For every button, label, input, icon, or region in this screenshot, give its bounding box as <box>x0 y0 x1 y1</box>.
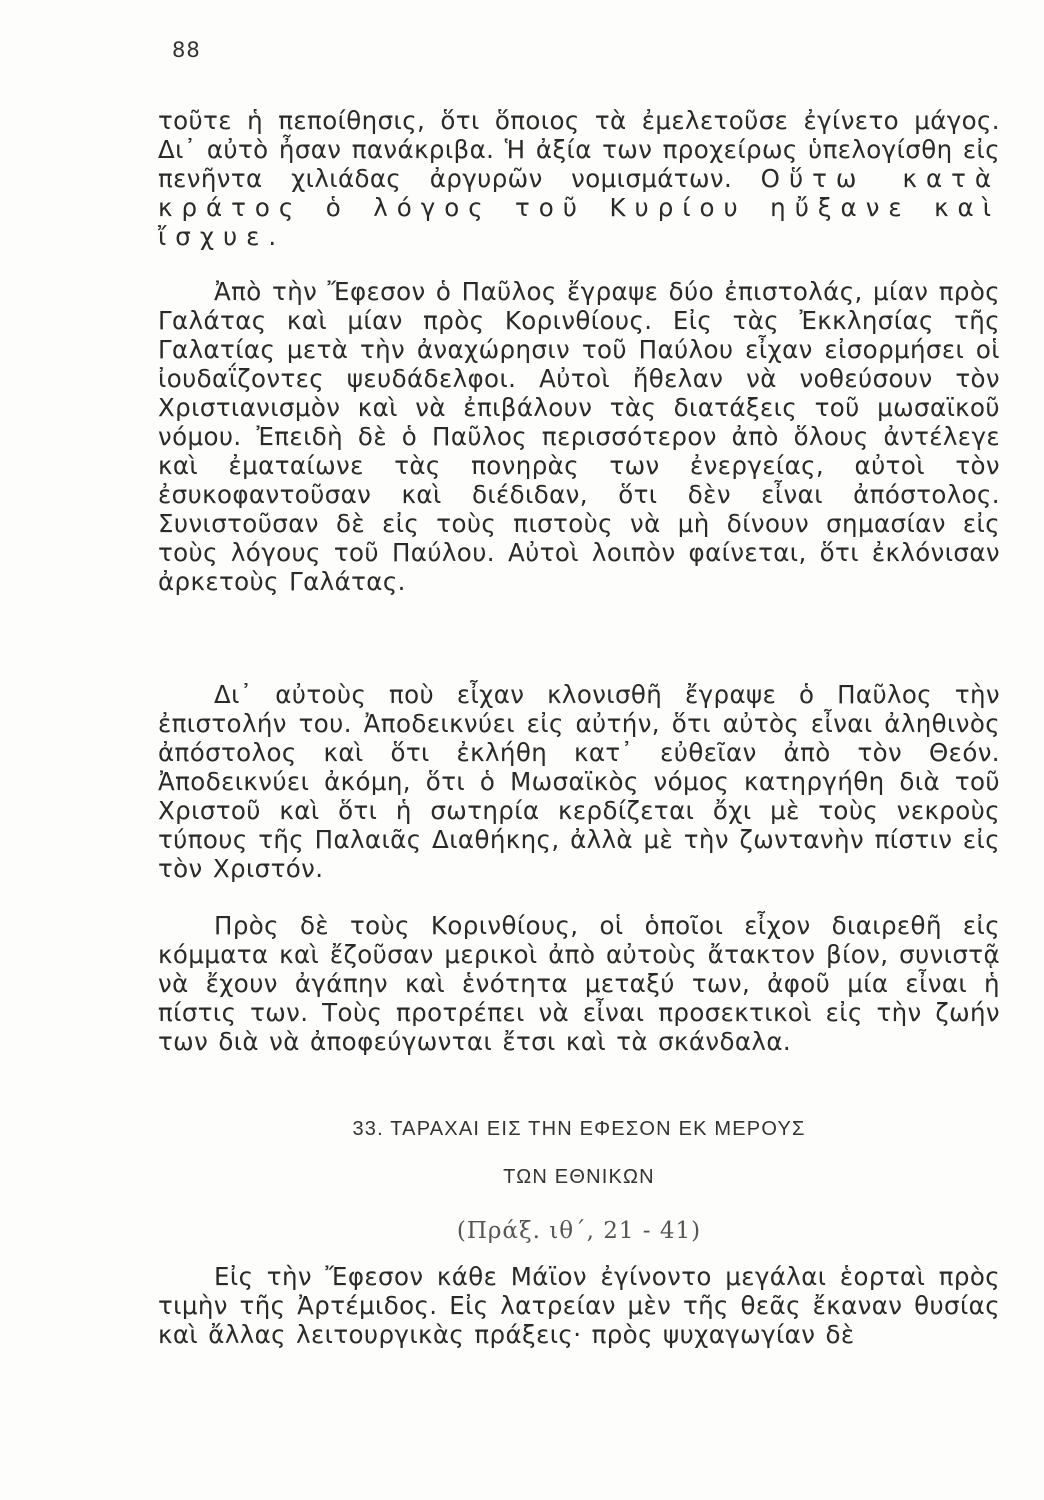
paragraph-text: Πρὸς δὲ τοὺς Κορινθίους, οἱ ὁποῖοι εἶχον διαιρεθῆ εἰς κόμματα καὶ ἔζοῦσαν μερικοὶ ἀπὸ αὐτοὺς ἄτακτον βίον, συνιστᾷ νὰ ἔχουν ἀγάπην καὶ ἑνότητα μεταξύ των, ἀφοῦ μία εἶναι ἡ πίστις των. Τοὺς προτρέπει νὰ εἶναι προσεκτικοὶ εἰς τὴν ζωήν των διὰ νὰ ἀποφεύγωνται ἔτσι καὶ τὰ σκάνδαλα. <box>158 911 1000 1056</box>
paragraph-corinthians <box>158 911 1000 1056</box>
paragraph-text: Εἰς τὴν Ἔφεσον κάθε Μάϊον ἐγίνοντο μεγάλαι ἑορταὶ πρὸς τιμὴν τῆς Ἀρτέμιδος. Εἰς λατρείαν μὲν τῆς θεᾶς ἔκαναν θυσίας καὶ ἄλλας λειτουργικὰς πράξεις· πρὸς ψυχαγωγίαν δὲ <box>158 1262 1000 1349</box>
page-number: 88 <box>172 38 201 62</box>
paragraph-galatians <box>158 277 1000 596</box>
section-heading: 33. ΤΑΡΑΧΑΙ ΕΙΣ ΤΗΝ ΕΦΕΣΟΝ ΕΚ ΜΕΡΟΥΣ <box>352 1118 806 1140</box>
paragraph-text <box>158 106 1000 251</box>
paragraph-ephesus <box>158 1262 1000 1349</box>
paragraph-epistle <box>158 680 1000 883</box>
paragraph-body: τοῦτε ἡ πεποίθησις, ὅτι ὅποιος τὰ ἐμελετοῦσε ἐγίνετο μάγος. Δι᾽ αὐτὸ ἦσαν πανάκριβα. Ἡ ἀξία των προχείρως ὑπελογίσθη εἰς πενῆντα χιλιάδας ἀργυρῶν νομισμάτων. <box>158 106 1000 193</box>
paragraph-text: Δι᾽ αὐτοὺς ποὺ εἶχαν κλονισθῆ ἔγραψε ὁ Παῦλος τὴν ἐπιστολήν του. Ἀποδεικνύει εἰς αὐτήν, ὅτι αὐτὸς εἶναι ἀληθινὸς ἀπόστολος καὶ ὅτι ἐκλήθη κατ᾽ εὐθεῖαν ἀπὸ τὸν Θεόν. Ἀποδεικνύει ἀκόμη, ὅτι ὁ Μωσαϊκὸς νόμος κατηργήθη διὰ τοῦ Χριστοῦ καὶ ὅτι ἡ σωτηρία κερδίζεται ὄχι μὲ τοὺς νεκροὺς τύπους τῆς Παλαιᾶς Διαθήκης, ἀλλὰ μὲ τὴν ζωντανὴν πίστιν εἰς τὸν Χριστόν. <box>158 680 1000 883</box>
paragraph-text: Ἀπὸ τὴν Ἔφεσον ὁ Παῦλος ἔγραψε δύο ἐπιστολάς, μίαν πρὸς Γαλάτας καὶ μίαν πρὸς Κορινθίους. Εἰς τὰς Ἐκκλησίας τῆς Γαλατίας μετὰ τὴν ἀναχώρησιν τοῦ Παύλου εἶχαν εἰσορμήσει οἱ ἰουδαΐζοντες ψευδάδελφοι. Αὐτοὶ ἤθελαν νὰ νοθεύσουν τὸν Χριστιανισμὸν καὶ νὰ ἐπιβάλουν τὰς διατάξεις τοῦ μωσαϊκοῦ νόμου. Ἐπειδὴ δὲ ὁ Παῦλος περισσότερον ἀπὸ ὅλους ἀντέλεγε καὶ ἐματαίωνε τὰς πονηρὰς των ἐνεργείας, αὐτοὶ τὸν ἐσυκοφαντοῦσαν καὶ διέδιδαν, ὅτι δὲν εἶναι ἀπόστολος. Συνιστοῦσαν δὲ εἰς τοὺς πιστοὺς νὰ μὴ δίνουν σημασίαν εἰς τοὺς λόγους τοῦ Παύλου. Αὐτοὶ λοιπὸν φαίνεται, ὅτι ἐκλόνισαν ἀρκετοὺς Γαλάτας. <box>158 277 1000 596</box>
paragraph-continuation <box>158 106 1000 251</box>
section-heading-continued: ΤΩΝ ΕΘΝΙΚΩΝ <box>503 1166 655 1188</box>
scripture-reference: (Πράξ. ιθ΄, 21 - 41) <box>456 1218 702 1244</box>
emphasized-text: Οὕτω κατὰ κράτος ὁ λόγος τοῦ Κυρίου ηὔξανε καὶ ἴσχυε. <box>158 164 1000 251</box>
